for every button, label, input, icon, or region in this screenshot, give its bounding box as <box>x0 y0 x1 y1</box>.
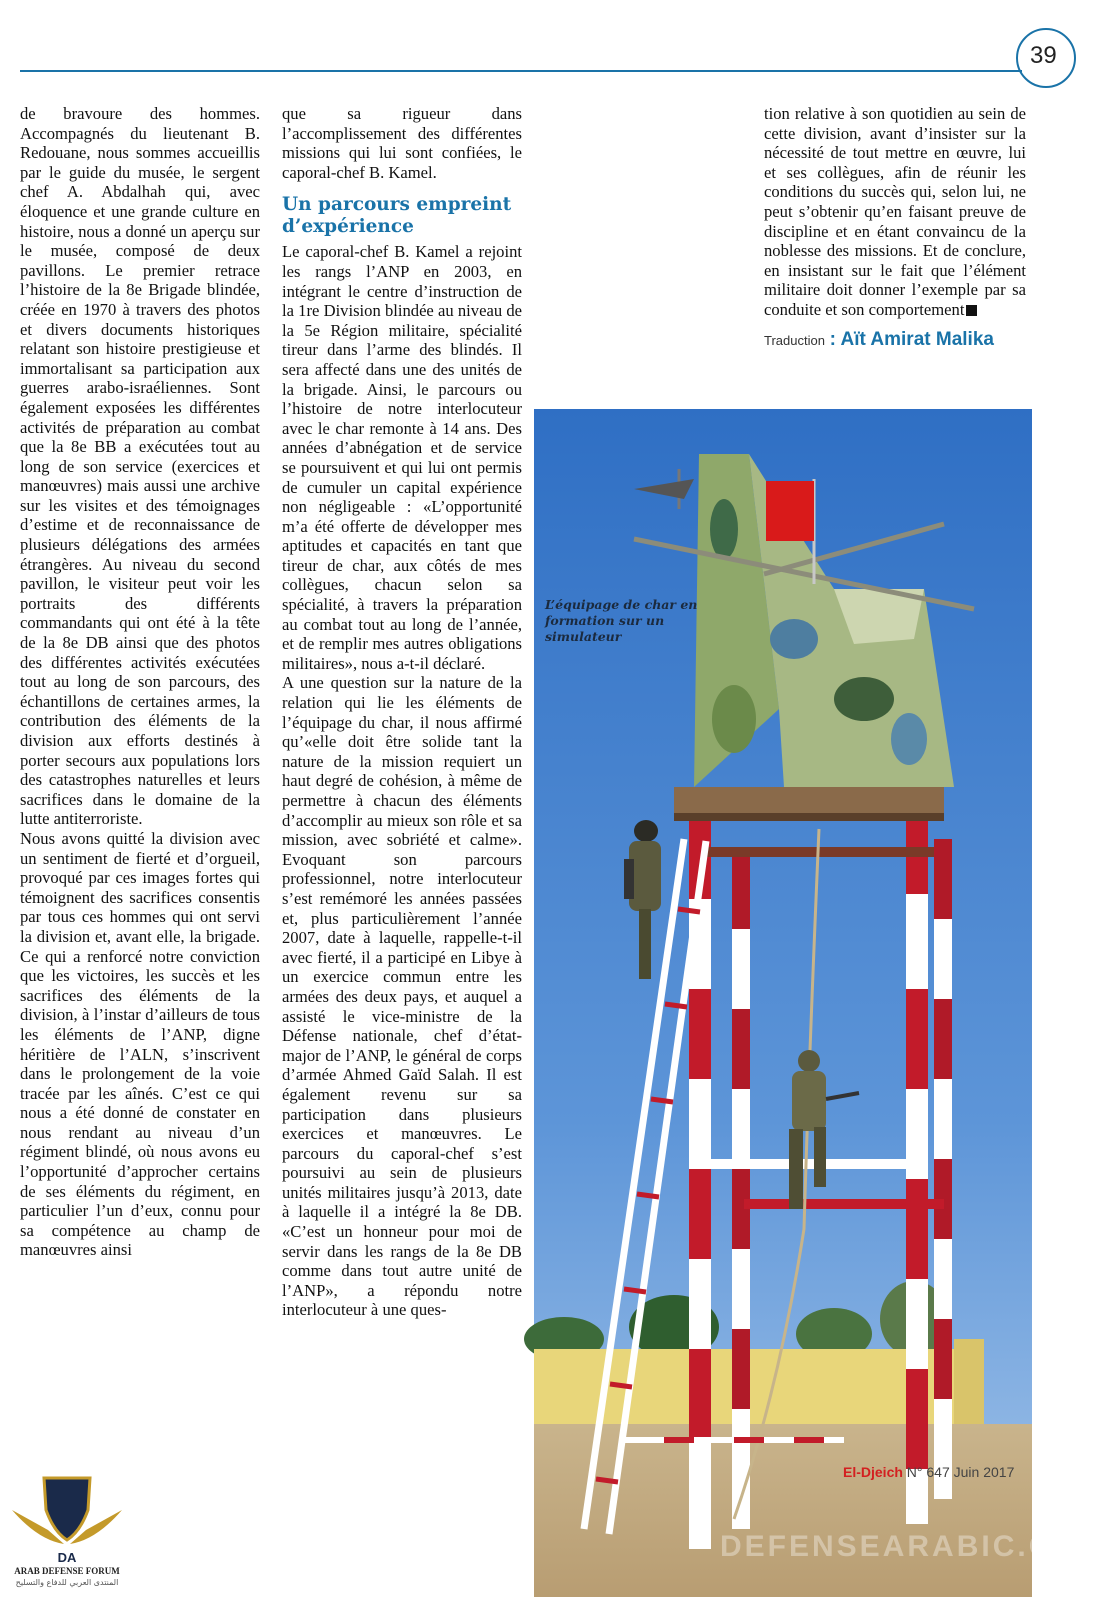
page-number: 39 <box>1016 28 1076 88</box>
photo-illustration <box>534 409 1032 1597</box>
column-1-paragraph-2: Nous avons quitté la division avec un sentiment de fierté et d’orgueil, provoqué par ces images fortes qui témoignent des sacrifices consentis par tous ces hommes qui ont servi la division et, avant elle, la brigade. Ce qui a renforcé notre conviction que les victoires, les succès et les sacrifices des éléments de la division, à l’instar d’ailleurs de tous les éléments de l’ANP, digne héritière de l’ALN, s’inscrivent dans le prolongement de la voie tracée par les aînés. C’est ce qui nous a été donné de constater en nous rendant au niveau d’un régiment blindé, où nous avons eu l’opportunité d’approcher certains de ses éléments du régiment, en particulier l’un d’eux, connu pour sa compétence au champ de manœuvres ainsi <box>20 828 260 1260</box>
logo-text-arabic: المنتدى العربي للدفاع والتسليح <box>15 1578 119 1587</box>
subheading: Un parcours empreint d’expérience <box>282 194 512 238</box>
column-3 <box>764 104 1026 350</box>
footer-magazine: El-Djeich <box>843 1464 903 1480</box>
column-3-paragraph <box>764 104 1026 320</box>
translation-label: Traduction <box>764 332 825 348</box>
watermark-text: DEFENSEARABIC.COM <box>720 1530 1108 1563</box>
column-2-paragraph-3: A une question sur la nature de la relation qui lie les éléments de l’équipage du char, il nous affirmé qu’«elle doit être solide tant la nature de la mission requiert un haut degré de cohésion, à même de permettre à chacun des éléments d’accomplir au mieux son rôle et sa mission, avec sobriété et calme». Evoquant son parcours professionnel, notre interlocuteur s’est remémoré les années passées et, plus particulièrement l’année 2007, date à laquelle, rappelle-t-il avec fierté, il a participé en Libye à un exercice commun entre les armées des deux pays, et auquel a assisté le vice-ministre de la Défense nationale, chef d’état-major de l’ANP, le général de corps d’armée Ahmed Gaïd Salah. Il est également revenu sur sa participation dans plusieurs exercices et manœuvres. Le parcours du caporal-chef s’est poursuivi au sein de plusieurs unités militaires jusqu’à 2013, date à laquelle il a intégré la 8e DB. «C’est un honneur pour moi de servir dans les rangs de la 8e DB comme dans tout autre unité de l’ANP», a répondu notre interlocuteur à une ques- <box>282 673 522 1320</box>
column-2 <box>282 104 522 1320</box>
logo-text: ARAB DEFENSE FORUM <box>14 1566 120 1576</box>
header-rule <box>20 70 1022 72</box>
translator-name: Aït Amirat Malika <box>840 328 994 350</box>
column-2-paragraph-2: Le caporal-chef B. Kamel a rejoint les rangs l’ANP en 2003, en intégrant le centre d’instruction de la 1re Division blindée au niveau de la 5e Région militaire, spécialité tireur dans l’arme des blindés. Il sera affecté dans une des unités de la brigade. Ainsi, le parcours ou l’histoire de notre interlocuteur avec le char remonte à 14 ans. Des années d’abnégation et de service se poursuivent et qui lui ont permis de cumuler un capital expérience non négligeable : «L’opportunité m’a été offerte de développer mes aptitudes et capacités en tant que tireur de char, aux côtés de mes collègues, chacun selon sa spécialité, à travers la préparation au combat tout au long de l’année, et de remplir mes autres obligations militaires», nous a-t-il déclaré. <box>282 242 522 673</box>
forum-logo <box>8 1470 126 1590</box>
photo-tank-simulator <box>534 409 1032 1597</box>
footer-issue: N° 647 Juin 2017 <box>906 1464 1015 1480</box>
photo-caption: L’équipage de char en formation sur un simulateur <box>545 597 698 644</box>
end-of-article-square-icon <box>966 305 977 316</box>
column-2-paragraph-1: que sa rigueur dans l’accomplissement des différentes missions qui lui sont confiées, le caporal-chef B. Kamel. <box>282 104 522 182</box>
column-1 <box>20 104 260 1260</box>
column-1-paragraph-1: de bravoure des hommes. Accompagnés du lieutenant B. Redouane, nous sommes accueillis par le guide du musée, le sergent chef A. Abdalhah qui, avec éloquence et une grande culture en histoire, nous a donné un aperçu sur le musée, composé de deux pavillons. Le premier retrace l’histoire de la 8e Brigade blindée, créée en 1970 à travers des photos et divers documents historiques relatant son histoire prestigieuse et immortalisant sa participation aux guerres arabo-israéliennes. Sont également exposées les différentes activités de préparation au combat que la 8e BB a exécutées tout au long de son service (exercices et manœuvres) mais aussi une archive sur les visites et des témoignages d’estime et de reconnaissance de plusieurs délégations des armées étrangères. Au niveau du second pavillon, le visiteur peut voir les portraits des différents commandants qui ont été à la tête de la 8e DB ainsi que des photos des différentes activités exécutées tout au long de son parcours, des échantillons de certaines armes, la contribution des éléments de la division aux efforts destinés à porter secours aux populations lors des catastrophes naturelles et leurs sacrifices dans le domaine de la lutte antiterroriste. <box>20 104 260 829</box>
forum-logo-shield-icon <box>8 1470 126 1566</box>
translation-credit <box>764 330 1026 351</box>
column-3-text: tion relative à son quotidien au sein de cette division, avant d’insister sur la nécessité de tout mettre en œuvre, lui et ses collègues, afin de réunir les conditions du succès qui, selon lui, ne peut s’obtenir qu’en faisant preuve de discipline et en étant convaincu de la noblesse des missions. Et de conclure, en insistant sur le fait que l’élément militaire doit donner l’exemple par sa conduite et son comportement <box>764 104 1026 319</box>
translation-separator: : <box>829 328 836 350</box>
logo-mark: DA <box>57 1550 77 1565</box>
footer-issue-info <box>843 1464 1014 1480</box>
